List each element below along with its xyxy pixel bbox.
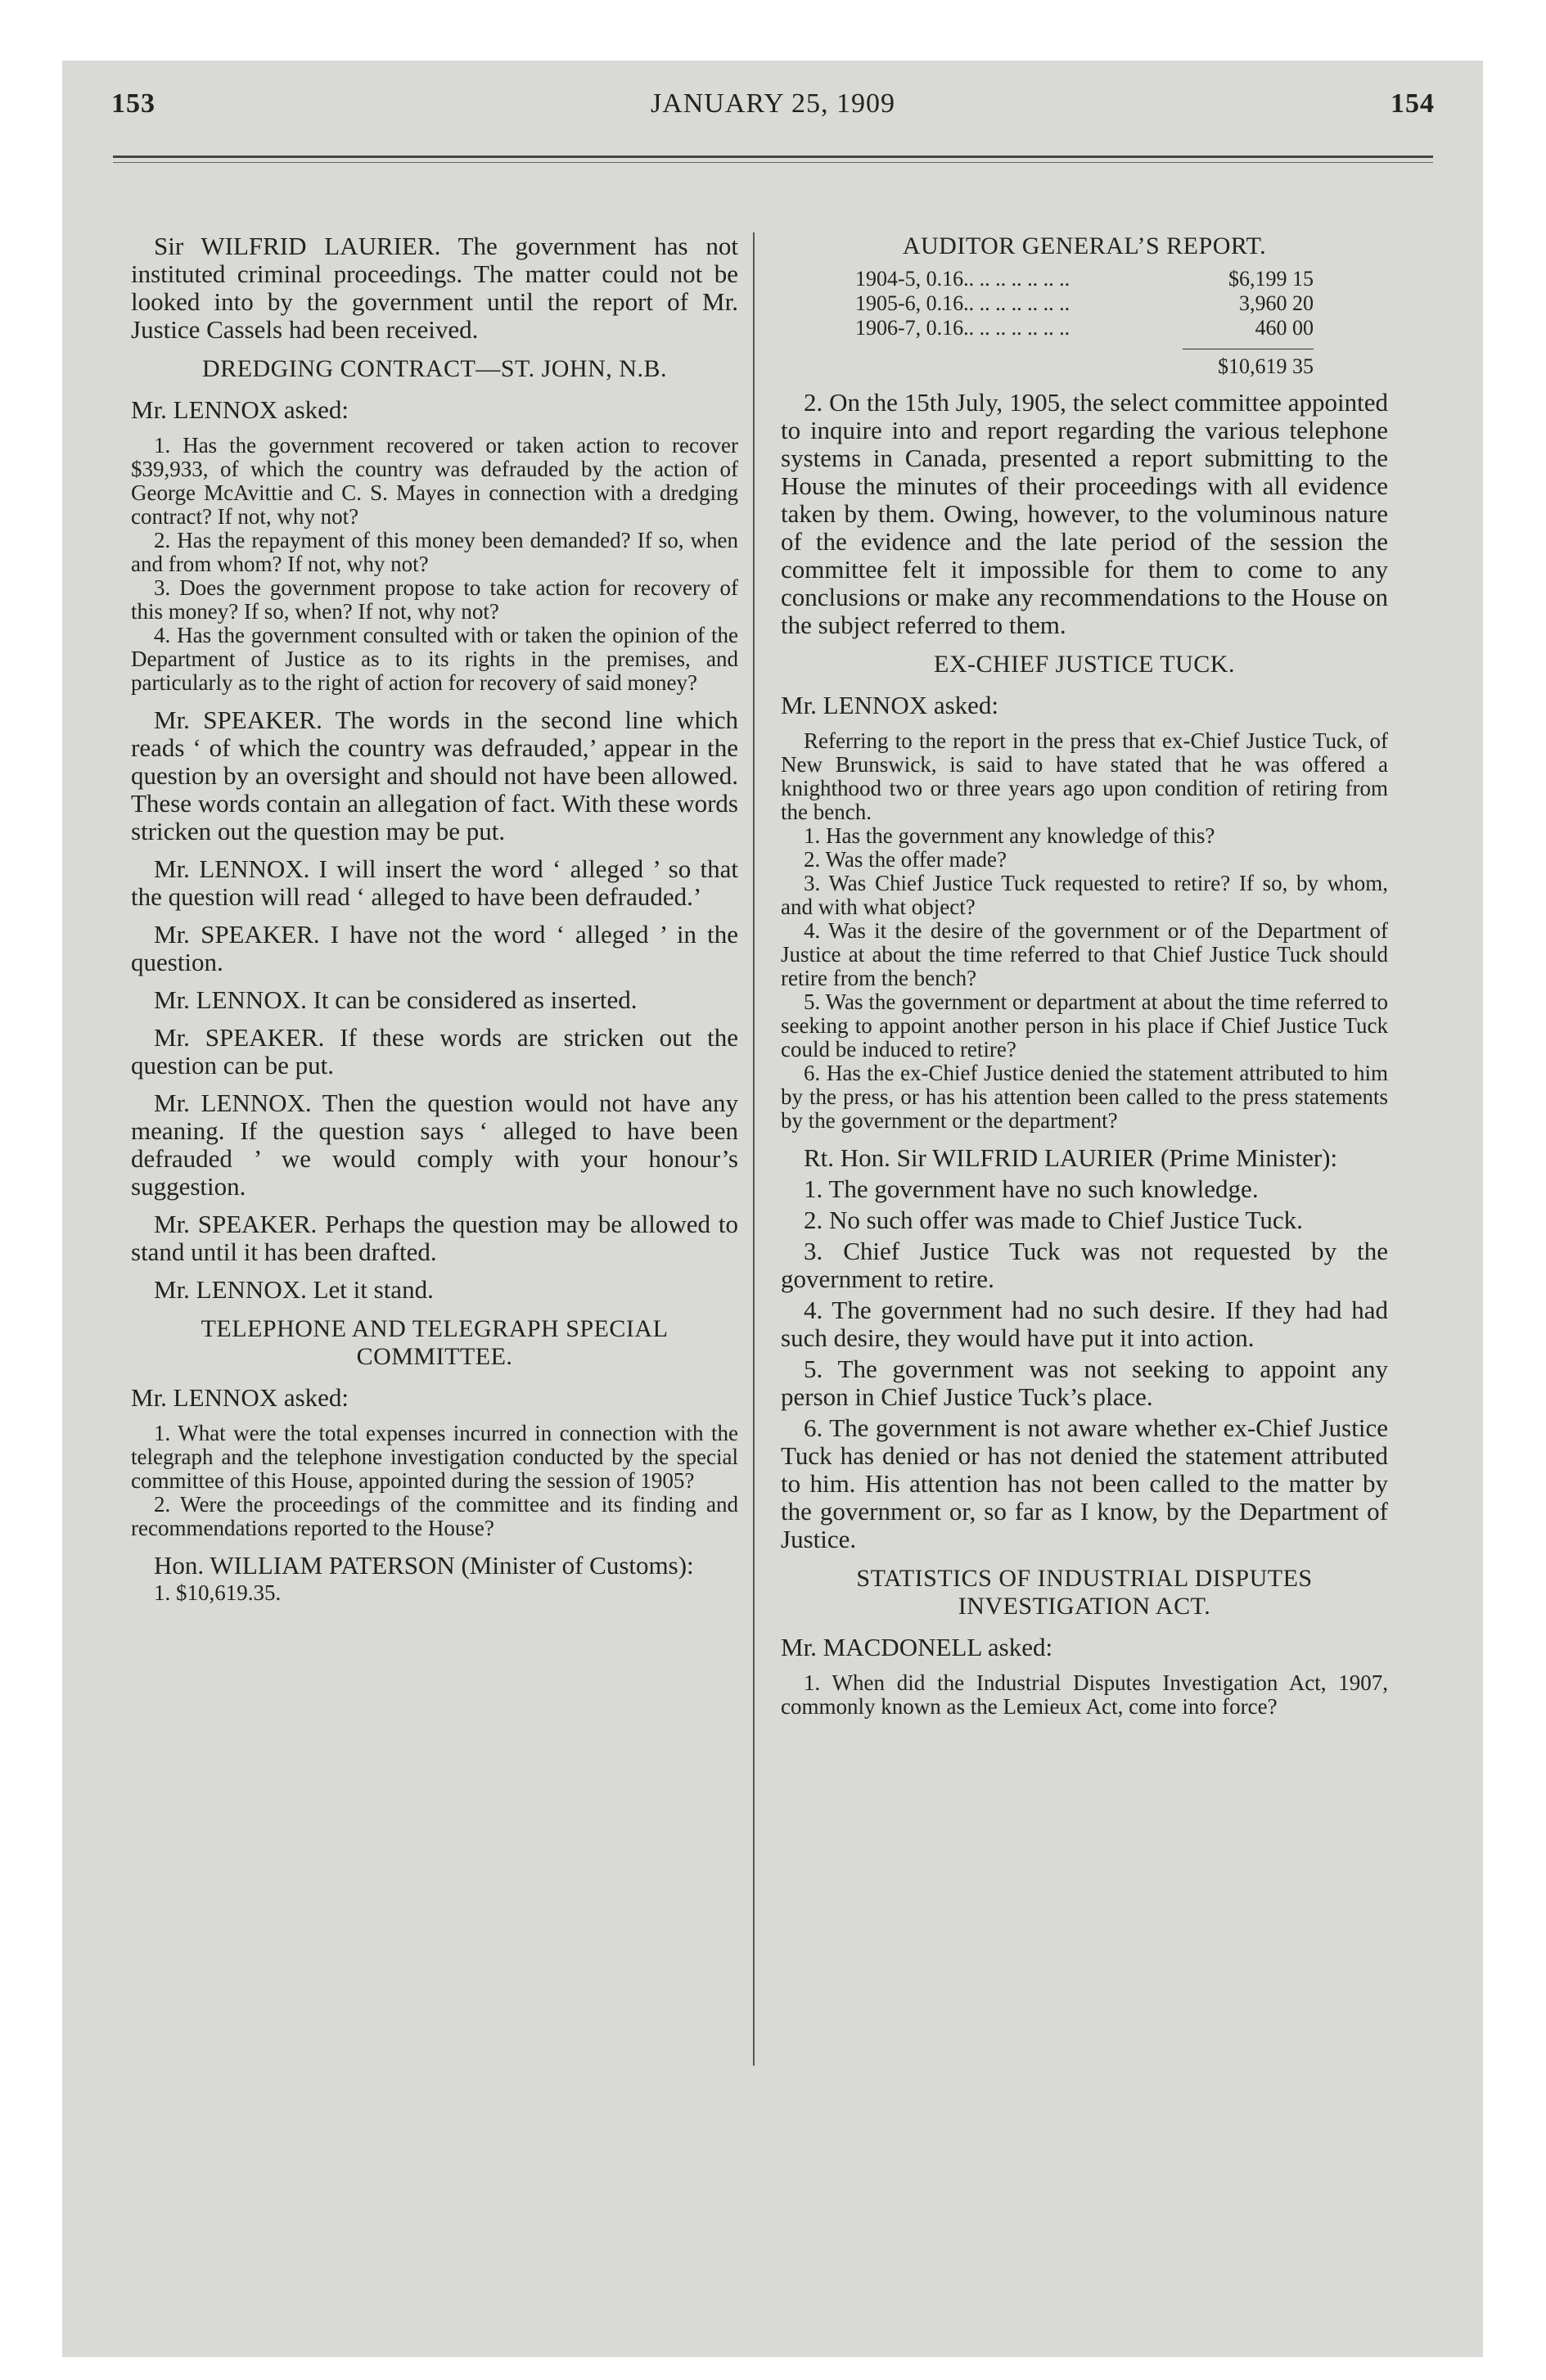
paterson-speaker: Hon. WILLIAM PATERSON (Minister of Customs): bbox=[154, 1551, 694, 1580]
tuck-answer: 3. Chief Justice Tuck was not requested by the government to retire. bbox=[781, 1237, 1388, 1293]
tuck-answer: 6. The government is not aware whether ex-Chief Justice Tuck has denied or has not denied the statement attributed to him. His attention has not been called to the matter by the government or, so far as I know, by the Department of Justice. bbox=[781, 1413, 1388, 1553]
dredging-question: 3. Does the government propose to take action for recovery of this money? If so, when? If not, why not? bbox=[131, 575, 738, 624]
dredging-question: 1. Has the government recovered or taken action to recover $39,933, of which the country was defrauded by the action of George McAvittie and C. S. Mayes in connection with a dredging contract? If not, why not? bbox=[131, 433, 738, 529]
laurier-speaker: Rt. Hon. Sir WILFRID LAURIER (Prime Minister): bbox=[804, 1143, 1338, 1172]
telephone-question: 1. What were the total expenses incurred in connection with the telegraph and the telephone investigation conducted by the special committee of this House, appointed during the session of 1905? bbox=[131, 1421, 738, 1493]
tuck-answer: 4. The government had no such desire. If they had had such desire, they would have put it into action. bbox=[781, 1296, 1388, 1352]
tuck-heading: EX-CHIEF JUSTICE TUCK. bbox=[934, 651, 1235, 678]
dialogue-paragraph: Mr. LENNOX. I will insert the word ‘ alleged ’ so that the question will read ‘ alleged to have been defrauded.’ bbox=[131, 854, 738, 911]
auditor-row-label: 1904-5, 0.16.. .. .. .. .. .. .. bbox=[855, 267, 1070, 291]
page-number-right: 154 bbox=[1390, 88, 1435, 119]
dredging-questions bbox=[131, 434, 738, 695]
dialogue-paragraph: Mr. SPEAKER. If these words are stricken out the question can be put. bbox=[131, 1023, 738, 1080]
dialogue-paragraph: Mr. LENNOX. It can be considered as inserted. bbox=[154, 985, 638, 1014]
header-rule-thin bbox=[113, 162, 1433, 163]
dredging-question: 2. Has the repayment of this money been demanded? If so, when and from whom? If not, why not? bbox=[131, 528, 738, 576]
tuck-answer: 5. The government was not seeking to appoint any person in Chief Justice Tuck’s place. bbox=[781, 1355, 1388, 1411]
column-divider bbox=[753, 232, 755, 2066]
auditor-row-amount: 460 00 bbox=[1255, 316, 1314, 340]
telephone-answer-2: 2. On the 15th July, 1905, the select committee appointed to inquire into and report regarding the various telephone systems in Canada, presented a report submitting to the House the minutes of their proceedings with all evidence taken by them. Owing, however, to the voluminous nature of the evidence and the late period of the session the committee felt it impossible for them to come to any conclusions or make any recommendations to the House on the subject referred to them. bbox=[781, 388, 1388, 639]
telephone-heading: TELEPHONE AND TELEGRAPH SPECIAL COMMITTEE. bbox=[201, 1315, 669, 1370]
statistics-asked: Mr. MACDONELL asked: bbox=[781, 1633, 1053, 1661]
auditor-heading: AUDITOR GENERAL’S REPORT. bbox=[902, 232, 1267, 259]
dialogue-paragraph: Mr. LENNOX. Let it stand. bbox=[154, 1275, 434, 1304]
dialogue-paragraph: Mr. SPEAKER. Perhaps the question may be allowed to stand until it has been drafted. bbox=[131, 1210, 738, 1266]
tuck-answer: 1. The government have no such knowledge. bbox=[804, 1174, 1259, 1203]
auditor-row-label: 1905-6, 0.16.. .. .. .. .. .. .. bbox=[855, 291, 1070, 315]
statistics-question: 1. When did the Industrial Disputes Investigation Act, 1907, commonly known as the Lemieux Act, come into force? bbox=[781, 1670, 1388, 1719]
tuck-question: 1. Has the government any knowledge of this? bbox=[804, 823, 1215, 848]
auditor-table bbox=[855, 267, 1314, 379]
page-number-left: 153 bbox=[111, 88, 156, 119]
auditor-row bbox=[855, 316, 1314, 340]
statistics-heading: STATISTICS OF INDUSTRIAL DISPUTES INVESTIGATION ACT. bbox=[856, 1565, 1313, 1620]
telephone-questions bbox=[131, 1422, 738, 1540]
page-date-title: JANUARY 25, 1909 bbox=[650, 88, 896, 119]
left-column bbox=[131, 232, 738, 1605]
auditor-row bbox=[855, 291, 1314, 316]
laurier-reply: Sir WILFRID LAURIER. The government has not instituted criminal proceedings. The matter could not be looked into by the government until the report of Mr. Justice Cassels had been received. bbox=[131, 232, 738, 344]
tuck-question: 2. Was the offer made? bbox=[804, 847, 1007, 872]
dialogue-paragraph: Mr. SPEAKER. I have not the word ‘ alleged ’ in the question. bbox=[131, 920, 738, 976]
auditor-row bbox=[855, 267, 1314, 291]
auditor-total: $10,619 35 bbox=[1218, 354, 1314, 378]
dialogue-paragraph: Mr. SPEAKER. The words in the second line which reads ‘ of which the country was defrauded,’ appear in the question by an oversight and should not have been allowed. These words contain an allegation of fact. With these words stricken out the question may be put. bbox=[131, 705, 738, 845]
telephone-question: 2. Were the proceedings of the committee and its finding and recommendations reported to the House? bbox=[131, 1492, 738, 1540]
running-header bbox=[111, 88, 1435, 129]
header-rule-thick bbox=[113, 156, 1433, 158]
telephone-asked: Mr. LENNOX asked: bbox=[131, 1383, 349, 1412]
tuck-question: 3. Was Chief Justice Tuck requested to retire? If so, by whom, and with what object? bbox=[781, 871, 1388, 919]
tuck-answer: 2. No such offer was made to Chief Justice Tuck. bbox=[804, 1206, 1303, 1234]
dredging-heading: DREDGING CONTRACT—ST. JOHN, N.B. bbox=[202, 355, 667, 382]
auditor-row-amount: $6,199 15 bbox=[1228, 267, 1314, 291]
right-column bbox=[781, 232, 1388, 1719]
tuck-questions bbox=[781, 729, 1388, 1133]
auditor-row-label: 1906-7, 0.16.. .. .. .. .. .. .. bbox=[855, 316, 1070, 340]
tuck-asked: Mr. LENNOX asked: bbox=[781, 691, 999, 719]
dredging-question: 4. Has the government consulted with or taken the opinion of the Department of Justice as to its rights in the premises, and particularly as to the right of action for recovery of said money? bbox=[131, 623, 738, 695]
tuck-question: 5. Was the government or department at about the time referred to seeking to appoint another person in his place if Chief Justice Tuck could be induced to retire? bbox=[781, 989, 1388, 1062]
tuck-question: 6. Has the ex-Chief Justice denied the statement attributed to him by the press, or has his attention been called to the press statements by the government or the department? bbox=[781, 1061, 1388, 1133]
auditor-row-amount: 3,960 20 bbox=[1239, 291, 1314, 315]
tuck-intro: Referring to the report in the press that ex-Chief Justice Tuck, of New Brunswick, is said to have stated that he was offered a knighthood two or three years ago upon condition of retiring from the bench. bbox=[781, 728, 1388, 824]
paterson-answer-1: 1. $10,619.35. bbox=[154, 1580, 282, 1605]
tuck-question: 4. Was it the desire of the government or of the Department of Justice at about the time referred to that Chief Justice Tuck should retire from the bench? bbox=[781, 918, 1388, 990]
dredging-asked: Mr. LENNOX asked: bbox=[131, 395, 349, 424]
dialogue-paragraph: Mr. LENNOX. Then the question would not have any meaning. If the question says ‘ alleged to have been defrauded ’ we would comply with your honour’s suggestion. bbox=[131, 1089, 738, 1201]
